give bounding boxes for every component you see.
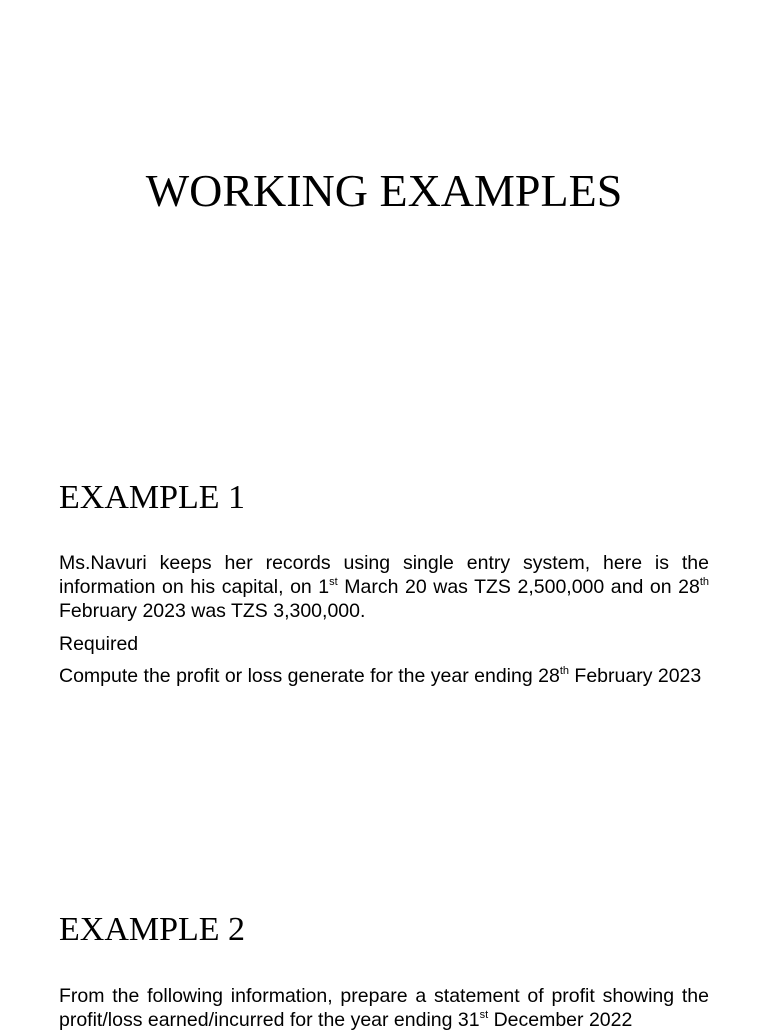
example-2-intro	[59, 984, 709, 1032]
example-1-required-label: Required	[59, 633, 139, 655]
example-1-task	[59, 664, 709, 688]
example-1-intro-text-2: March 20 was TZS 2,500,000 and on 28	[337, 576, 700, 598]
example-2-intro-ordinal: st	[479, 1008, 489, 1021]
example-1-intro-text-1: Ms.Navuri keeps her records using single entry system, here is the information on his capital, on 1	[59, 552, 709, 598]
example-1-intro-ordinal-1: st	[329, 575, 338, 588]
example-2-intro-text-1: From the following information, prepare a statement of profit showing the profit/loss earned/incurred for the year ending 31	[59, 985, 709, 1031]
example-1-task-ordinal: th	[559, 664, 569, 677]
example-1-intro-ordinal-2: th	[699, 575, 709, 588]
example-1-intro	[59, 551, 709, 623]
example-2-heading: EXAMPLE 2	[59, 911, 246, 948]
example-1-task-text-2: February 2023	[569, 665, 702, 687]
example-1-intro-text-3: February 2023 was TZS 3,300,000.	[59, 600, 366, 622]
example-2-intro-text-2: December 2022	[488, 1009, 633, 1031]
example-1-task-text-1: Compute the profit or loss generate for the year ending 28	[59, 665, 560, 687]
page-title: WORKING EXAMPLES	[145, 165, 623, 216]
example-1-heading: EXAMPLE 1	[59, 479, 246, 516]
